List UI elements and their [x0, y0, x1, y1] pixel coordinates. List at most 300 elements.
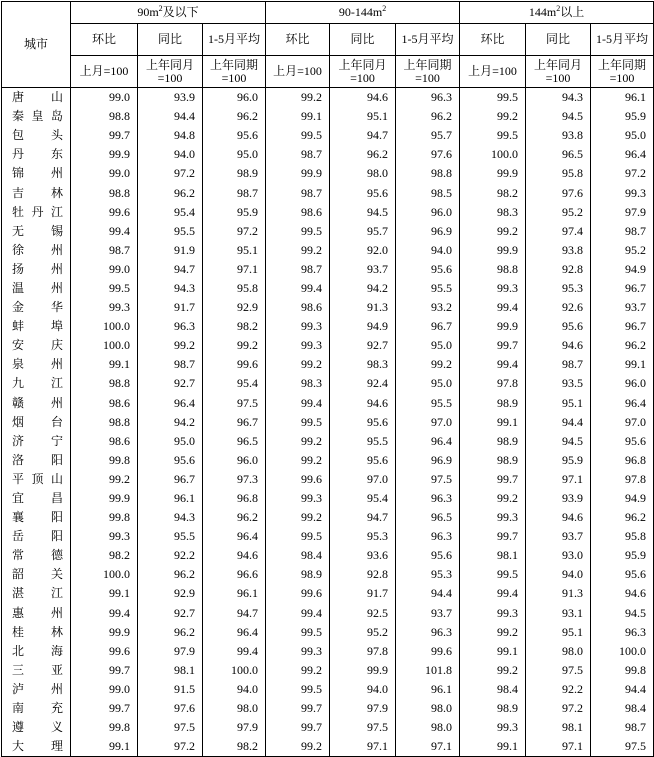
value-cell: 95.5: [396, 279, 460, 298]
sub-header: 环比: [71, 24, 138, 56]
value-cell: 99.7: [71, 699, 138, 718]
value-cell: 93.5: [526, 374, 591, 393]
value-cell: 97.5: [591, 737, 654, 757]
value-cell: 97.2: [203, 222, 266, 241]
value-cell: 98.7: [71, 241, 138, 260]
value-cell: 95.8: [591, 527, 654, 546]
value-cell: 94.9: [591, 489, 654, 508]
value-cell: 98.4: [591, 699, 654, 718]
value-cell: 96.2: [330, 145, 396, 164]
city-cell: 扬州: [2, 260, 71, 279]
city-cell: 三亚: [2, 661, 71, 680]
value-cell: 96.4: [203, 623, 266, 642]
value-cell: 99.3: [266, 489, 330, 508]
value-cell: 99.2: [460, 107, 526, 126]
value-cell: 97.2: [138, 164, 203, 183]
value-cell: 99.5: [266, 126, 330, 145]
value-cell: 100.0: [71, 336, 138, 355]
value-cell: 93.1: [526, 604, 591, 623]
value-cell: 95.3: [330, 527, 396, 546]
value-cell: 99.2: [138, 336, 203, 355]
value-cell: 99.0: [71, 88, 138, 108]
value-cell: 95.3: [526, 279, 591, 298]
value-cell: 96.0: [591, 374, 654, 393]
value-cell: 95.2: [591, 241, 654, 260]
table-row: [2, 546, 654, 565]
value-cell: 92.7: [330, 336, 396, 355]
value-cell: 94.3: [526, 88, 591, 108]
value-cell: 98.8: [71, 107, 138, 126]
base-header: 上月=100: [266, 56, 330, 88]
table-row: [2, 661, 654, 680]
value-cell: 98.8: [71, 374, 138, 393]
value-cell: 96.0: [203, 451, 266, 470]
value-cell: 94.0: [203, 680, 266, 699]
value-cell: 98.7: [526, 355, 591, 374]
value-cell: 92.0: [330, 241, 396, 260]
value-cell: 94.6: [330, 394, 396, 413]
value-cell: 93.0: [526, 546, 591, 565]
table-row: [2, 164, 654, 183]
city-column-header: 城市: [2, 2, 71, 88]
value-cell: 93.2: [396, 298, 460, 317]
value-cell: 99.4: [460, 355, 526, 374]
value-cell: 93.8: [526, 241, 591, 260]
value-cell: 91.5: [138, 680, 203, 699]
value-cell: 93.7: [330, 260, 396, 279]
value-cell: 96.3: [591, 623, 654, 642]
table-row: [2, 718, 654, 737]
value-cell: 99.4: [203, 642, 266, 661]
city-cell: 桂林: [2, 623, 71, 642]
value-cell: 99.4: [71, 222, 138, 241]
value-cell: 95.1: [526, 394, 591, 413]
value-cell: 94.5: [526, 107, 591, 126]
value-cell: 96.0: [396, 203, 460, 222]
value-cell: 98.8: [71, 413, 138, 432]
value-cell: 99.1: [460, 642, 526, 661]
value-cell: 98.0: [330, 164, 396, 183]
value-cell: 97.4: [526, 222, 591, 241]
value-cell: 94.4: [591, 680, 654, 699]
city-cell: 惠州: [2, 604, 71, 623]
value-cell: 94.3: [138, 279, 203, 298]
value-cell: 95.6: [591, 432, 654, 451]
city-cell: 济宁: [2, 432, 71, 451]
city-cell: 烟台: [2, 413, 71, 432]
value-cell: 95.5: [330, 432, 396, 451]
value-cell: 99.8: [71, 451, 138, 470]
value-cell: 101.8: [396, 661, 460, 680]
value-cell: 99.2: [396, 355, 460, 374]
value-cell: 98.7: [203, 183, 266, 202]
value-cell: 98.7: [266, 145, 330, 164]
value-cell: 95.6: [330, 451, 396, 470]
sub-header: 环比: [460, 24, 526, 56]
value-cell: 99.5: [460, 88, 526, 108]
table-row: [2, 565, 654, 584]
value-cell: 96.4: [203, 527, 266, 546]
value-cell: 99.1: [460, 737, 526, 757]
value-cell: 92.2: [526, 680, 591, 699]
value-cell: 99.3: [266, 317, 330, 336]
value-cell: 96.8: [591, 451, 654, 470]
value-cell: 99.2: [266, 432, 330, 451]
value-cell: 93.6: [330, 546, 396, 565]
value-cell: 98.9: [266, 565, 330, 584]
value-cell: 94.9: [591, 260, 654, 279]
value-cell: 96.2: [203, 107, 266, 126]
value-cell: 99.9: [330, 661, 396, 680]
value-cell: 96.1: [203, 584, 266, 603]
value-cell: 99.6: [396, 642, 460, 661]
value-cell: 95.0: [203, 145, 266, 164]
table-row: [2, 241, 654, 260]
value-cell: 92.6: [526, 298, 591, 317]
value-cell: 98.8: [460, 260, 526, 279]
value-cell: 100.0: [460, 145, 526, 164]
value-cell: 99.1: [266, 107, 330, 126]
sub-header: 1-5月平均: [203, 24, 266, 56]
value-cell: 99.2: [266, 241, 330, 260]
value-cell: 99.1: [71, 737, 138, 757]
value-cell: 98.3: [330, 355, 396, 374]
table-row: [2, 699, 654, 718]
value-cell: 99.1: [591, 355, 654, 374]
value-cell: 99.6: [203, 355, 266, 374]
city-cell: 丹东: [2, 145, 71, 164]
value-cell: 99.3: [460, 718, 526, 737]
value-cell: 95.6: [396, 260, 460, 279]
table-row: [2, 508, 654, 527]
value-cell: 96.7: [591, 317, 654, 336]
table-row: [2, 604, 654, 623]
value-cell: 97.5: [396, 470, 460, 489]
value-cell: 99.5: [460, 126, 526, 145]
value-cell: 95.7: [330, 222, 396, 241]
value-cell: 95.1: [526, 623, 591, 642]
value-cell: 96.2: [396, 107, 460, 126]
value-cell: 99.6: [71, 203, 138, 222]
value-cell: 95.5: [396, 394, 460, 413]
value-cell: 96.9: [396, 451, 460, 470]
value-cell: 97.9: [591, 203, 654, 222]
value-cell: 94.0: [526, 565, 591, 584]
value-cell: 99.4: [460, 298, 526, 317]
value-cell: 95.6: [330, 413, 396, 432]
value-cell: 91.3: [330, 298, 396, 317]
table-row: [2, 527, 654, 546]
value-cell: 96.2: [591, 508, 654, 527]
value-cell: 96.4: [591, 394, 654, 413]
value-cell: 95.6: [526, 317, 591, 336]
value-cell: 98.9: [460, 394, 526, 413]
value-cell: 100.0: [203, 661, 266, 680]
city-cell: 锦州: [2, 164, 71, 183]
value-cell: 94.2: [330, 279, 396, 298]
value-cell: 99.8: [71, 718, 138, 737]
value-cell: 98.0: [526, 642, 591, 661]
city-cell: 无锡: [2, 222, 71, 241]
value-cell: 98.7: [138, 355, 203, 374]
city-cell: 宜昌: [2, 489, 71, 508]
value-cell: 97.2: [138, 737, 203, 757]
table-row: [2, 279, 654, 298]
value-cell: 99.2: [71, 470, 138, 489]
value-cell: 99.2: [266, 451, 330, 470]
value-cell: 98.0: [396, 718, 460, 737]
value-cell: 96.4: [591, 145, 654, 164]
value-cell: 95.3: [396, 565, 460, 584]
value-cell: 95.1: [330, 107, 396, 126]
value-cell: 96.2: [138, 623, 203, 642]
value-cell: 97.9: [330, 699, 396, 718]
value-cell: 94.5: [591, 604, 654, 623]
value-cell: 94.0: [330, 680, 396, 699]
value-cell: 97.6: [138, 699, 203, 718]
city-cell: 蚌埠: [2, 317, 71, 336]
value-cell: 99.4: [71, 604, 138, 623]
value-cell: 98.6: [266, 298, 330, 317]
value-cell: 97.8: [591, 470, 654, 489]
city-cell: 北海: [2, 642, 71, 661]
value-cell: 94.3: [138, 508, 203, 527]
value-cell: 97.0: [330, 470, 396, 489]
sub-header: 同比: [138, 24, 203, 56]
value-cell: 93.9: [138, 88, 203, 108]
city-cell: 秦皇岛: [2, 107, 71, 126]
value-cell: 91.3: [526, 584, 591, 603]
value-cell: 97.1: [526, 470, 591, 489]
value-cell: 99.7: [460, 527, 526, 546]
table-header: [2, 2, 654, 88]
value-cell: 94.7: [330, 126, 396, 145]
value-cell: 99.6: [266, 584, 330, 603]
sub-header: 1-5月平均: [591, 24, 654, 56]
value-cell: 99.3: [460, 604, 526, 623]
value-cell: 94.6: [203, 546, 266, 565]
value-cell: 99.3: [591, 183, 654, 202]
value-cell: 98.9: [203, 164, 266, 183]
table-row: [2, 317, 654, 336]
table-row: [2, 394, 654, 413]
value-cell: 97.0: [591, 413, 654, 432]
value-cell: 95.0: [396, 374, 460, 393]
group-header: $90-144m^2$: [266, 2, 460, 24]
value-cell: 99.2: [266, 737, 330, 757]
value-cell: 95.6: [203, 126, 266, 145]
city-cell: 韶关: [2, 565, 71, 584]
table-row: [2, 203, 654, 222]
value-cell: 92.5: [330, 604, 396, 623]
value-cell: 96.5: [396, 508, 460, 527]
table-row: [2, 126, 654, 145]
value-cell: 95.1: [203, 241, 266, 260]
value-cell: 96.7: [591, 279, 654, 298]
value-cell: 100.0: [71, 317, 138, 336]
value-cell: 98.5: [396, 183, 460, 202]
value-cell: 96.3: [396, 489, 460, 508]
value-cell: 99.1: [71, 584, 138, 603]
value-cell: 99.7: [266, 699, 330, 718]
value-cell: 98.1: [526, 718, 591, 737]
value-cell: 98.9: [460, 451, 526, 470]
city-cell: 大理: [2, 737, 71, 757]
city-cell: 徐州: [2, 241, 71, 260]
table-row: [2, 298, 654, 317]
value-cell: 96.7: [203, 413, 266, 432]
value-cell: 92.7: [138, 604, 203, 623]
value-cell: 99.2: [266, 661, 330, 680]
value-cell: 99.9: [71, 145, 138, 164]
value-cell: 99.1: [460, 413, 526, 432]
value-cell: 95.4: [138, 203, 203, 222]
value-cell: 92.7: [138, 374, 203, 393]
city-cell: 襄阳: [2, 508, 71, 527]
value-cell: 99.7: [460, 470, 526, 489]
value-cell: 96.4: [396, 432, 460, 451]
table-row: [2, 470, 654, 489]
value-cell: 92.8: [330, 565, 396, 584]
value-cell: 98.3: [266, 374, 330, 393]
city-cell: 温州: [2, 279, 71, 298]
value-cell: 98.6: [71, 432, 138, 451]
value-cell: 96.9: [396, 222, 460, 241]
value-cell: 98.4: [266, 546, 330, 565]
value-cell: 94.4: [138, 107, 203, 126]
price-index-table: [1, 1, 654, 757]
value-cell: 95.9: [203, 203, 266, 222]
table-row: [2, 260, 654, 279]
value-cell: 99.5: [266, 680, 330, 699]
value-cell: 96.5: [526, 145, 591, 164]
city-cell: 遵义: [2, 718, 71, 737]
value-cell: 97.8: [330, 642, 396, 661]
value-cell: 96.7: [396, 317, 460, 336]
base-header: 上年同月=100: [330, 56, 396, 88]
city-cell: 吉林: [2, 183, 71, 202]
value-cell: 95.5: [138, 222, 203, 241]
value-cell: 97.8: [460, 374, 526, 393]
value-cell: 99.5: [266, 623, 330, 642]
value-cell: 99.0: [71, 260, 138, 279]
value-cell: 93.7: [591, 298, 654, 317]
value-cell: 97.6: [396, 145, 460, 164]
value-cell: 96.2: [203, 508, 266, 527]
value-cell: 98.2: [203, 737, 266, 757]
value-cell: 95.6: [138, 451, 203, 470]
value-cell: 99.9: [71, 623, 138, 642]
group-header: $144m^2$以上: [460, 2, 654, 24]
value-cell: 96.2: [591, 336, 654, 355]
value-cell: 98.0: [203, 699, 266, 718]
value-cell: 93.7: [396, 604, 460, 623]
value-cell: 98.6: [266, 203, 330, 222]
value-cell: 96.1: [138, 489, 203, 508]
value-cell: 98.8: [396, 164, 460, 183]
group-header: $90m^2$及以下: [71, 2, 266, 24]
value-cell: 94.2: [138, 413, 203, 432]
city-cell: 赣州: [2, 394, 71, 413]
value-cell: 96.3: [396, 527, 460, 546]
value-cell: 98.0: [396, 699, 460, 718]
value-cell: 98.6: [71, 394, 138, 413]
value-cell: 95.4: [330, 489, 396, 508]
table-row: [2, 183, 654, 202]
value-cell: 99.5: [266, 527, 330, 546]
value-cell: 98.7: [266, 260, 330, 279]
value-cell: 97.5: [330, 718, 396, 737]
table-row: [2, 88, 654, 108]
value-cell: 98.4: [460, 680, 526, 699]
table-row: [2, 107, 654, 126]
value-cell: 93.9: [526, 489, 591, 508]
value-cell: 91.7: [330, 584, 396, 603]
value-cell: 95.2: [330, 623, 396, 642]
value-cell: 94.7: [330, 508, 396, 527]
value-cell: 98.2: [460, 183, 526, 202]
value-cell: 95.9: [591, 546, 654, 565]
value-cell: 97.5: [138, 718, 203, 737]
value-cell: 94.6: [330, 88, 396, 108]
value-cell: 95.5: [138, 527, 203, 546]
city-cell: 南充: [2, 699, 71, 718]
value-cell: 94.6: [591, 584, 654, 603]
sub-header: 同比: [330, 24, 396, 56]
value-cell: 97.1: [330, 737, 396, 757]
base-header: 上月=100: [71, 56, 138, 88]
value-cell: 99.2: [460, 661, 526, 680]
value-cell: 95.9: [526, 451, 591, 470]
value-cell: 99.0: [71, 164, 138, 183]
table-row: [2, 623, 654, 642]
value-cell: 99.0: [71, 680, 138, 699]
value-cell: 99.2: [460, 623, 526, 642]
value-cell: 98.7: [591, 222, 654, 241]
city-cell: 九江: [2, 374, 71, 393]
value-cell: 99.2: [266, 88, 330, 108]
table-row: [2, 451, 654, 470]
value-cell: 94.7: [203, 604, 266, 623]
value-cell: 97.2: [526, 699, 591, 718]
city-cell: 金华: [2, 298, 71, 317]
value-cell: 99.9: [266, 164, 330, 183]
value-cell: 99.4: [460, 584, 526, 603]
city-cell: 岳阳: [2, 527, 71, 546]
value-cell: 99.8: [71, 508, 138, 527]
value-cell: 94.0: [138, 145, 203, 164]
value-cell: 96.0: [203, 88, 266, 108]
city-cell: 唐山: [2, 88, 71, 108]
city-cell: 泉州: [2, 355, 71, 374]
value-cell: 91.7: [138, 298, 203, 317]
value-cell: 98.9: [460, 699, 526, 718]
value-cell: 96.3: [138, 317, 203, 336]
value-cell: 98.7: [591, 718, 654, 737]
value-cell: 95.6: [330, 183, 396, 202]
value-cell: 97.5: [526, 661, 591, 680]
value-cell: 99.3: [71, 298, 138, 317]
value-cell: 99.3: [460, 508, 526, 527]
value-cell: 99.2: [266, 355, 330, 374]
value-cell: 94.4: [526, 413, 591, 432]
value-cell: 95.7: [396, 126, 460, 145]
city-cell: 泸州: [2, 680, 71, 699]
value-cell: 99.7: [460, 336, 526, 355]
value-cell: 99.7: [266, 718, 330, 737]
base-header: 上年同期=100: [396, 56, 460, 88]
base-header: 上年同月=100: [526, 56, 591, 88]
